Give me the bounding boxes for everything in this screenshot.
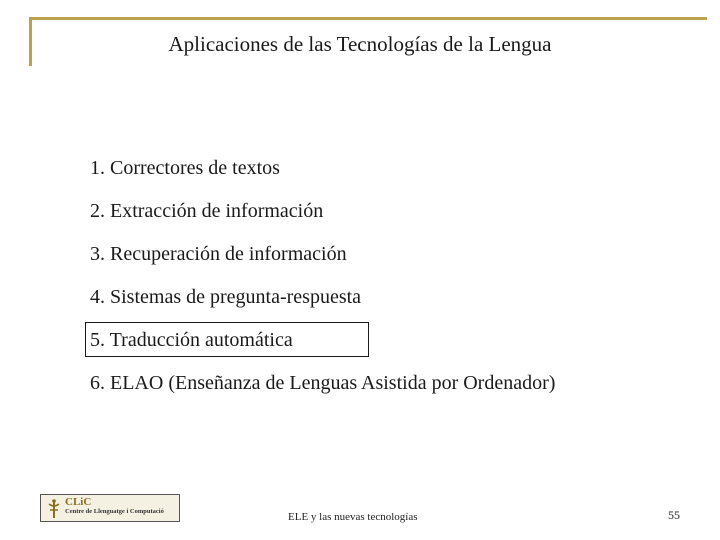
list-item: 4. Sistemas de pregunta-respuesta: [90, 286, 362, 308]
slide-title: Aplicaciones de las Tecnologías de la Lengua: [168, 32, 552, 56]
list-item: 3. Recuperación de información: [90, 243, 347, 265]
title-accent-line-top: [29, 17, 707, 20]
logo-subtitle: Centre de Llenguatge i Computació: [65, 508, 164, 515]
logo-name: CLiC: [65, 496, 92, 508]
application-list: [90, 155, 690, 413]
list-item: 2. Extracción de información: [90, 200, 324, 222]
list-item-highlighted: 5. Traducción automática: [90, 329, 293, 351]
clic-logo-icon: [46, 498, 62, 520]
clic-logo: [40, 494, 180, 522]
highlight-box: [85, 322, 369, 357]
footer-text: ELE y las nuevas tecnologías: [288, 511, 418, 523]
list-item: 6. ELAO (Enseñanza de Lenguas Asistida por Ordenador): [90, 372, 556, 394]
page-number: 55: [668, 508, 680, 522]
list-item: 1. Correctores de textos: [90, 157, 280, 179]
